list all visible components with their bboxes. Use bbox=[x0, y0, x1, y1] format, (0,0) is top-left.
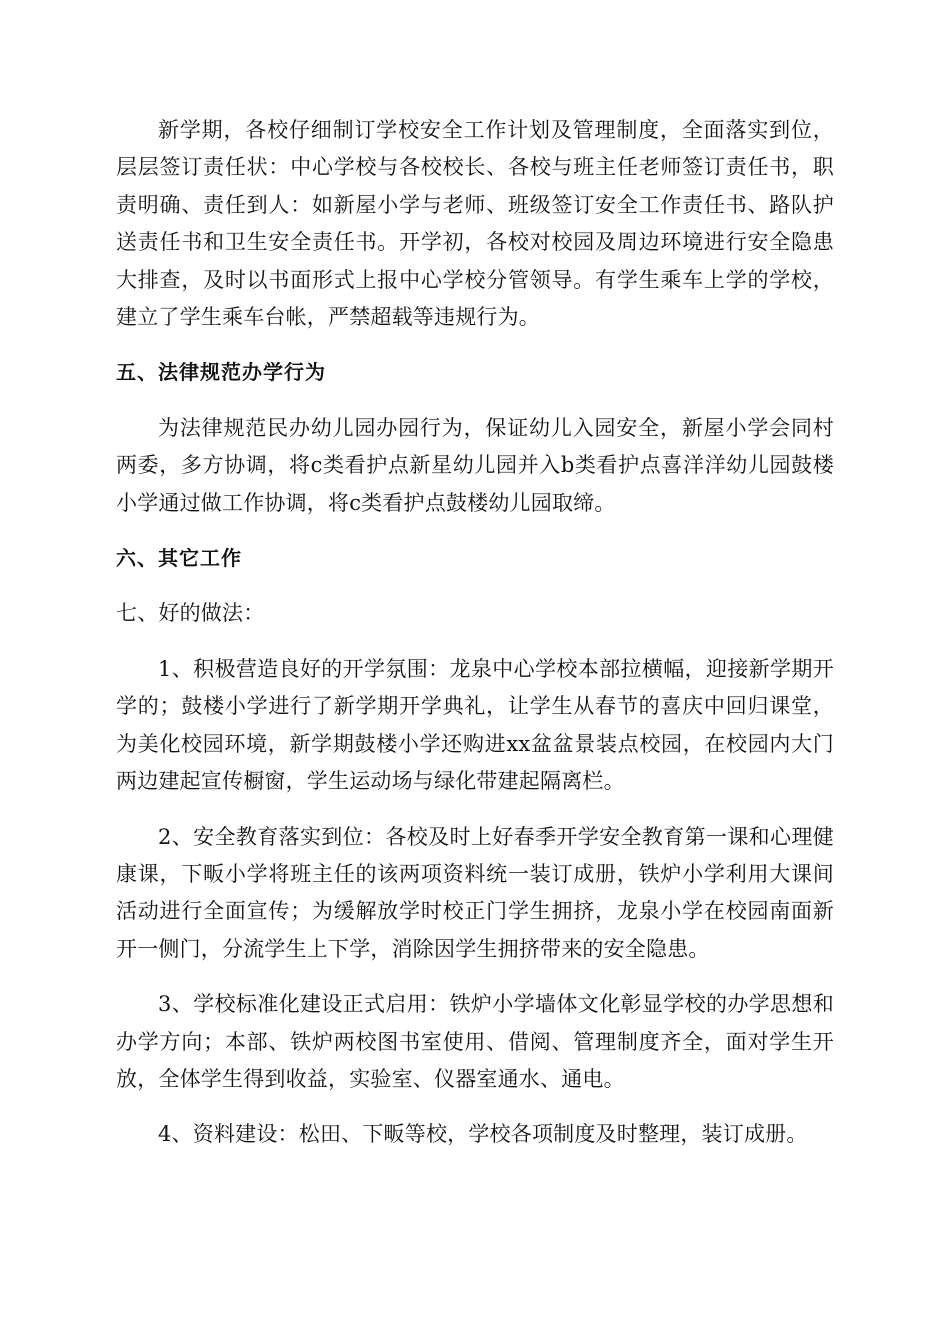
paragraph-practice-3: 3、学校标准化建设正式启用：铁炉小学墙体文化彰显学校的办学思想和办学方向；本部、铁炉两校图书室使用、借阅、管理制度齐全，面对学生开放，全体学生得到收益，实验室、仪器室通水、通电。 bbox=[116, 992, 834, 1091]
document-body bbox=[116, 112, 834, 1172]
section-heading-5: 五、法律规范办学行为 bbox=[116, 360, 326, 385]
section-heading-6: 六、其它工作 bbox=[116, 546, 242, 571]
paragraph-practice-4: 4、资料建设：松田、下畈等校，学校各项制度及时整理，装订成册。 bbox=[158, 1122, 808, 1147]
paragraph-safety-plan: 新学期，各校仔细制订学校安全工作计划及管理制度，全面落实到位，层层签订责任状：中心学校与各校校长、各校与班主任老师签订责任书，职责明确、责任到人：如新屋小学与老师、班级签订安全工作责任书、路队护送责任书和卫生安全责任书。开学初，各校对校园及周边环境进行安全隐患大排查，及时以书面形式上报中心学校分管领导。有学生乘车上学的学校，建立了学生乘车台帐，严禁超载等违规行为。 bbox=[116, 118, 834, 330]
paragraph-practice-2: 2、安全教育落实到位：各校及时上好春季开学安全教育第一课和心理健康课，下畈小学将班主任的该两项资料统一装订成册，铁炉小学利用大课间活动进行全面宣传；为缓解放学时校正门学生拥挤，龙泉小学在校园南面新开一侧门，分流学生上下学，消除因学生拥挤带来的安全隐患。 bbox=[116, 824, 834, 961]
section-heading-7: 七、好的做法： bbox=[116, 601, 265, 626]
paragraph-practice-1: 1、积极营造良好的开学氛围：龙泉中心学校本部拉横幅，迎接新学期开学的；鼓楼小学进行了新学期开学典礼，让学生从春节的喜庆中回归课堂，为美化校园环境，新学期鼓楼小学还购进xx盆盆景装点校园，在校园内大门两边建起宣传橱窗，学生运动场与绿化带建起隔离栏。 bbox=[116, 656, 834, 794]
paragraph-legal-regulation: 为法律规范民办幼儿园办园行为，保证幼儿入园安全，新屋小学会同村两委，多方协调，将c类看护点新星幼儿园并入b类看护点喜洋洋幼儿园鼓楼小学通过做工作协调，将c类看护点鼓楼幼儿园取缔。 bbox=[116, 415, 834, 515]
